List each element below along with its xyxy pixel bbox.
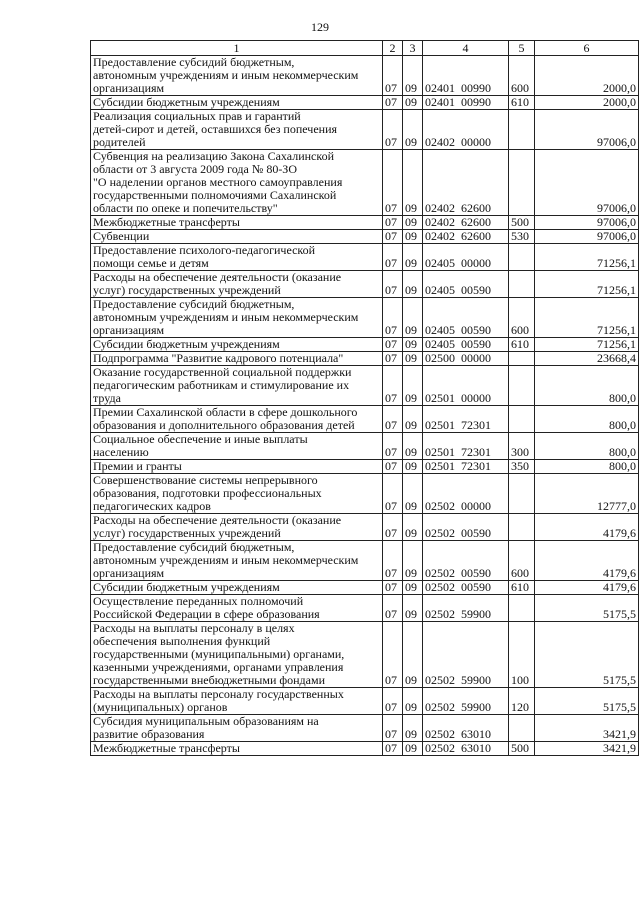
- table-row: [91, 514, 639, 541]
- section-code-cell: 07: [383, 298, 403, 338]
- expense-name-cell: Субвенция на реализацию Закона Сахалинской области от 3 августа 2009 года № 80-ЗО "О наделении органов местного самоуправления государственными полномочиями Сахалинской области по опеке и попечительству": [91, 150, 383, 216]
- target-article-cell: 02502 00590: [423, 541, 509, 581]
- subsection-code-cell: 09: [403, 110, 423, 150]
- table-row: [91, 595, 639, 622]
- table-row: [91, 715, 639, 742]
- expense-name-cell: Предоставление субсидий бюджетным, автономным учреждениям и иным некоммерческим организациям: [91, 541, 383, 581]
- table-row: [91, 688, 639, 715]
- section-code-cell: 07: [383, 742, 403, 756]
- amount-cell: 71256,1: [535, 244, 639, 271]
- table-row: [91, 366, 639, 406]
- expense-type-cell: [509, 715, 535, 742]
- expense-name-cell: Межбюджетные трансферты: [91, 742, 383, 756]
- table-row: [91, 352, 639, 366]
- section-code-cell: 07: [383, 271, 403, 298]
- expense-name-cell: Совершенствование системы непрерывного образования, подготовки профессиональных педагогических кадров: [91, 474, 383, 514]
- target-article-cell: 02501 72301: [423, 460, 509, 474]
- subsection-code-cell: 09: [403, 366, 423, 406]
- table-row: [91, 541, 639, 581]
- table-row: [91, 96, 639, 110]
- column-header-6: 6: [535, 41, 639, 56]
- section-code-cell: 07: [383, 715, 403, 742]
- subsection-code-cell: 09: [403, 150, 423, 216]
- expense-type-cell: 610: [509, 338, 535, 352]
- expense-name-cell: Субсидии бюджетным учреждениям: [91, 338, 383, 352]
- section-code-cell: 07: [383, 541, 403, 581]
- expense-type-cell: [509, 150, 535, 216]
- column-header-4: 4: [423, 41, 509, 56]
- expense-name-cell: Реализация социальных прав и гарантий детей-сирот и детей, оставшихся без попечения родителей: [91, 110, 383, 150]
- amount-cell: 97006,0: [535, 110, 639, 150]
- expense-type-cell: 500: [509, 216, 535, 230]
- table-row: [91, 216, 639, 230]
- expense-name-cell: Межбюджетные трансферты: [91, 216, 383, 230]
- target-article-cell: 02405 00590: [423, 298, 509, 338]
- expense-name-cell: Расходы на обеспечение деятельности (оказание услуг) государственных учреждений: [91, 271, 383, 298]
- target-article-cell: 02405 00590: [423, 338, 509, 352]
- subsection-code-cell: 09: [403, 352, 423, 366]
- amount-cell: 3421,9: [535, 742, 639, 756]
- expense-name-cell: Премии Сахалинской области в сфере дошкольного образования и дополнительного образования детей: [91, 406, 383, 433]
- amount-cell: 800,0: [535, 433, 639, 460]
- section-code-cell: 07: [383, 460, 403, 474]
- expense-type-cell: 300: [509, 433, 535, 460]
- expense-name-cell: Оказание государственной социальной поддержки педагогическим работникам и стимулирование их труда: [91, 366, 383, 406]
- target-article-cell: 02402 62600: [423, 150, 509, 216]
- budget-table: [90, 40, 639, 756]
- section-code-cell: 07: [383, 96, 403, 110]
- expense-name-cell: Субсидии бюджетным учреждениям: [91, 96, 383, 110]
- expense-type-cell: 500: [509, 742, 535, 756]
- subsection-code-cell: 09: [403, 244, 423, 271]
- subsection-code-cell: 09: [403, 338, 423, 352]
- section-code-cell: 07: [383, 110, 403, 150]
- table-row: [91, 338, 639, 352]
- section-code-cell: 07: [383, 433, 403, 460]
- expense-type-cell: 530: [509, 230, 535, 244]
- subsection-code-cell: 09: [403, 96, 423, 110]
- table-row: [91, 110, 639, 150]
- section-code-cell: 07: [383, 622, 403, 688]
- subsection-code-cell: 09: [403, 56, 423, 96]
- amount-cell: 5175,5: [535, 688, 639, 715]
- expense-type-cell: 600: [509, 541, 535, 581]
- section-code-cell: 07: [383, 230, 403, 244]
- expense-type-cell: 610: [509, 581, 535, 595]
- expense-name-cell: Премии и гранты: [91, 460, 383, 474]
- target-article-cell: 02402 62600: [423, 216, 509, 230]
- subsection-code-cell: 09: [403, 433, 423, 460]
- subsection-code-cell: 09: [403, 460, 423, 474]
- target-article-cell: 02501 72301: [423, 433, 509, 460]
- section-code-cell: 07: [383, 150, 403, 216]
- expense-name-cell: Расходы на выплаты персоналу в целях обеспечения выполнения функций государственными (муниципальными) органами, казенными учреждениями, органами управления государственными внебюджетными фондами: [91, 622, 383, 688]
- amount-cell: 12777,0: [535, 474, 639, 514]
- target-article-cell: 02502 63010: [423, 742, 509, 756]
- expense-name-cell: Расходы на выплаты персоналу государственных (муниципальных) органов: [91, 688, 383, 715]
- expense-name-cell: Субсидии бюджетным учреждениям: [91, 581, 383, 595]
- target-article-cell: 02401 00990: [423, 56, 509, 96]
- table-row: [91, 474, 639, 514]
- expense-name-cell: Субвенции: [91, 230, 383, 244]
- section-code-cell: 07: [383, 688, 403, 715]
- amount-cell: 4179,6: [535, 581, 639, 595]
- target-article-cell: 02502 63010: [423, 715, 509, 742]
- table-row: [91, 56, 639, 96]
- section-code-cell: 07: [383, 474, 403, 514]
- target-article-cell: 02501 72301: [423, 406, 509, 433]
- column-number-row: [91, 41, 639, 56]
- section-code-cell: 07: [383, 406, 403, 433]
- table-row: [91, 581, 639, 595]
- section-code-cell: 07: [383, 56, 403, 96]
- subsection-code-cell: 09: [403, 581, 423, 595]
- amount-cell: 800,0: [535, 406, 639, 433]
- table-row: [91, 406, 639, 433]
- amount-cell: 2000,0: [535, 56, 639, 96]
- expense-type-cell: 100: [509, 622, 535, 688]
- section-code-cell: 07: [383, 244, 403, 271]
- target-article-cell: 02502 59900: [423, 622, 509, 688]
- amount-cell: 97006,0: [535, 150, 639, 216]
- amount-cell: 4179,6: [535, 541, 639, 581]
- expense-type-cell: 600: [509, 56, 535, 96]
- expense-type-cell: [509, 352, 535, 366]
- target-article-cell: 02402 00000: [423, 110, 509, 150]
- expense-type-cell: 600: [509, 298, 535, 338]
- subsection-code-cell: 09: [403, 541, 423, 581]
- table-row: [91, 244, 639, 271]
- subsection-code-cell: 09: [403, 298, 423, 338]
- table-row: [91, 622, 639, 688]
- target-article-cell: 02402 62600: [423, 230, 509, 244]
- expense-type-cell: [509, 366, 535, 406]
- subsection-code-cell: 09: [403, 474, 423, 514]
- target-article-cell: 02405 00000: [423, 244, 509, 271]
- expense-type-cell: 610: [509, 96, 535, 110]
- expense-type-cell: [509, 474, 535, 514]
- section-code-cell: 07: [383, 514, 403, 541]
- column-header-1: 1: [91, 41, 383, 56]
- target-article-cell: 02502 00590: [423, 581, 509, 595]
- amount-cell: 5175,5: [535, 622, 639, 688]
- expense-type-cell: [509, 110, 535, 150]
- target-article-cell: 02405 00590: [423, 271, 509, 298]
- amount-cell: 800,0: [535, 460, 639, 474]
- section-code-cell: 07: [383, 352, 403, 366]
- column-header-3: 3: [403, 41, 423, 56]
- table-row: [91, 271, 639, 298]
- expense-name-cell: Подпрограмма "Развитие кадрового потенциала": [91, 352, 383, 366]
- subsection-code-cell: 09: [403, 514, 423, 541]
- amount-cell: 71256,1: [535, 271, 639, 298]
- table-row: [91, 742, 639, 756]
- expense-name-cell: Предоставление субсидий бюджетным, автономным учреждениям и иным некоммерческим организациям: [91, 56, 383, 96]
- expense-type-cell: [509, 514, 535, 541]
- expense-name-cell: Предоставление субсидий бюджетным, автономным учреждениям и иным некоммерческим организациям: [91, 298, 383, 338]
- target-article-cell: 02501 00000: [423, 366, 509, 406]
- amount-cell: 800,0: [535, 366, 639, 406]
- page-number: 129: [311, 20, 329, 34]
- amount-cell: 97006,0: [535, 216, 639, 230]
- subsection-code-cell: 09: [403, 715, 423, 742]
- amount-cell: 23668,4: [535, 352, 639, 366]
- amount-cell: 97006,0: [535, 230, 639, 244]
- subsection-code-cell: 09: [403, 595, 423, 622]
- expense-name-cell: Расходы на обеспечение деятельности (оказание услуг) государственных учреждений: [91, 514, 383, 541]
- target-article-cell: 02502 59900: [423, 688, 509, 715]
- amount-cell: 5175,5: [535, 595, 639, 622]
- expense-name-cell: Социальное обеспечение и иные выплаты населению: [91, 433, 383, 460]
- subsection-code-cell: 09: [403, 271, 423, 298]
- section-code-cell: 07: [383, 338, 403, 352]
- table-row: [91, 433, 639, 460]
- subsection-code-cell: 09: [403, 406, 423, 433]
- expense-type-cell: [509, 406, 535, 433]
- expense-type-cell: [509, 271, 535, 298]
- expense-name-cell: Предоставление психолого-педагогической помощи семье и детям: [91, 244, 383, 271]
- section-code-cell: 07: [383, 366, 403, 406]
- table-row: [91, 230, 639, 244]
- amount-cell: 3421,9: [535, 715, 639, 742]
- amount-cell: 2000,0: [535, 96, 639, 110]
- target-article-cell: 02502 00590: [423, 514, 509, 541]
- table-row: [91, 150, 639, 216]
- target-article-cell: 02502 59900: [423, 595, 509, 622]
- expense-name-cell: Субсидия муниципальным образованиям на развитие образования: [91, 715, 383, 742]
- section-code-cell: 07: [383, 595, 403, 622]
- table-row: [91, 298, 639, 338]
- column-header-5: 5: [509, 41, 535, 56]
- target-article-cell: 02500 00000: [423, 352, 509, 366]
- expense-type-cell: [509, 595, 535, 622]
- subsection-code-cell: 09: [403, 688, 423, 715]
- target-article-cell: 02502 00000: [423, 474, 509, 514]
- expense-type-cell: [509, 244, 535, 271]
- subsection-code-cell: 09: [403, 742, 423, 756]
- target-article-cell: 02401 00990: [423, 96, 509, 110]
- amount-cell: 4179,6: [535, 514, 639, 541]
- subsection-code-cell: 09: [403, 216, 423, 230]
- section-code-cell: 07: [383, 581, 403, 595]
- amount-cell: 71256,1: [535, 338, 639, 352]
- table-row: [91, 460, 639, 474]
- expense-name-cell: Осуществление переданных полномочий Российской Федерации в сфере образования: [91, 595, 383, 622]
- section-code-cell: 07: [383, 216, 403, 230]
- expense-type-cell: 350: [509, 460, 535, 474]
- column-header-2: 2: [383, 41, 403, 56]
- subsection-code-cell: 09: [403, 230, 423, 244]
- amount-cell: 71256,1: [535, 298, 639, 338]
- expense-type-cell: 120: [509, 688, 535, 715]
- subsection-code-cell: 09: [403, 622, 423, 688]
